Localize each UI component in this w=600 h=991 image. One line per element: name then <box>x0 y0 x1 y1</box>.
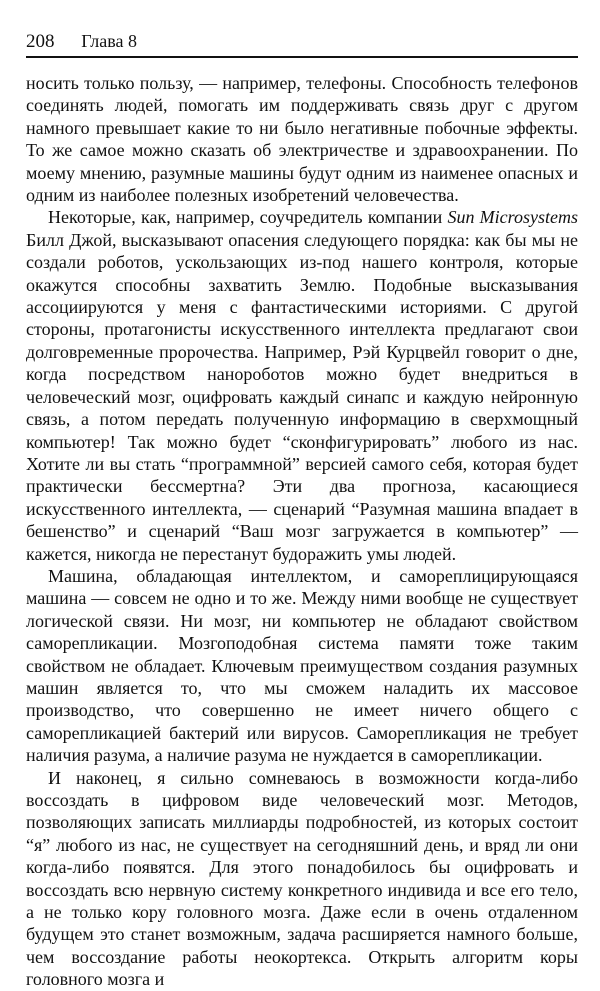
paragraph-4: И наконец, я сильно сомневаюсь в возможности когда-либо воссоздать в цифровом виде человеческий мозг. Методов, позволяющих записать миллиарды подробностей, из которых состоит “я” любого из нас, не существует на сегодняшний день, и вряд ли они когда-либо появятся. Для этого понадобилось бы оцифровать и воссоздать всю нервную систему конкретного индивида и все его тело, а не только кору головного мозга. Даже если в очень отдаленном будущем это станет возможным, задача расширяется намного больше, чем воссоздание работы неокортекса. Открыть алгоритм коры головного мозга и <box>26 767 578 990</box>
body-text <box>26 72 578 991</box>
header-rule <box>26 56 578 58</box>
paragraph-2-start: Некоторые, как, например, соучредитель компании <box>48 207 448 228</box>
paragraph-2-rest: Билл Джой, высказывают опасения следующего порядка: как бы мы не создали роботов, ускользающих из-под нашего контроля, которые окажутся способны захватить Землю. Подобные высказывания ассоциируются у меня с фантастическими историями. С другой стороны, протагонисты искусственного интеллекта предлагают свои долговременные пророчества. Например, Рэй Курцвейл говорит о дне, когда посредством нанороботов можно будет внедриться в человеческий мозг, оцифровать каждый синапс и каждую нейронную связь, а потом передать полученную информацию в сверхмощный компьютер! Так можно будет “сконфигурировать” любого из нас. Хотите ли вы стать “программной” версией самого себя, которая будет практически бессмертна? Эти два прогноза, касающиеся искусственного интеллекта, — сценарий “Разумная машина впадает в бешенство” и сценарий “Ваш мозг загружается в компьютер” — кажется, никогда не перестанут будоражить умы людей. <box>26 229 578 564</box>
paragraph-2 <box>26 206 578 565</box>
page-number: 208 <box>26 31 55 52</box>
chapter-label: Глава 8 <box>81 31 138 51</box>
paragraph-3: Машина, обладающая интеллектом, и самореплицирующаяся машина — совсем не одно и то же. Между ними вообще не существует логической связи. Ни мозг, ни компьютер не обладают свойством саморепликации. Мозгоподобная система памяти тоже таким свойством не обладает. Ключевым преимуществом создания разумных машин является то, что мы сможем наладить их массовое производство, что совершенно не имеет ничего общего с саморепликацией бактерий или вирусов. Саморепликация не требует наличия разума, а наличие разума не нуждается в саморепликации. <box>26 565 578 766</box>
company-name-emphasis: Sun Microsystems <box>447 207 578 228</box>
paragraph-1: носить только пользу, — например, телефоны. Способность телефонов соединять людей, помогать им поддерживать связь друг с другом намного превышает какие то ни было негативные побочные эффекты. То же самое можно сказать об электричестве и здравоохранении. По моему мнению, разумные машины будут одним из наименее опасных и одним из наиболее полезных изобретений человечества. <box>26 73 578 206</box>
